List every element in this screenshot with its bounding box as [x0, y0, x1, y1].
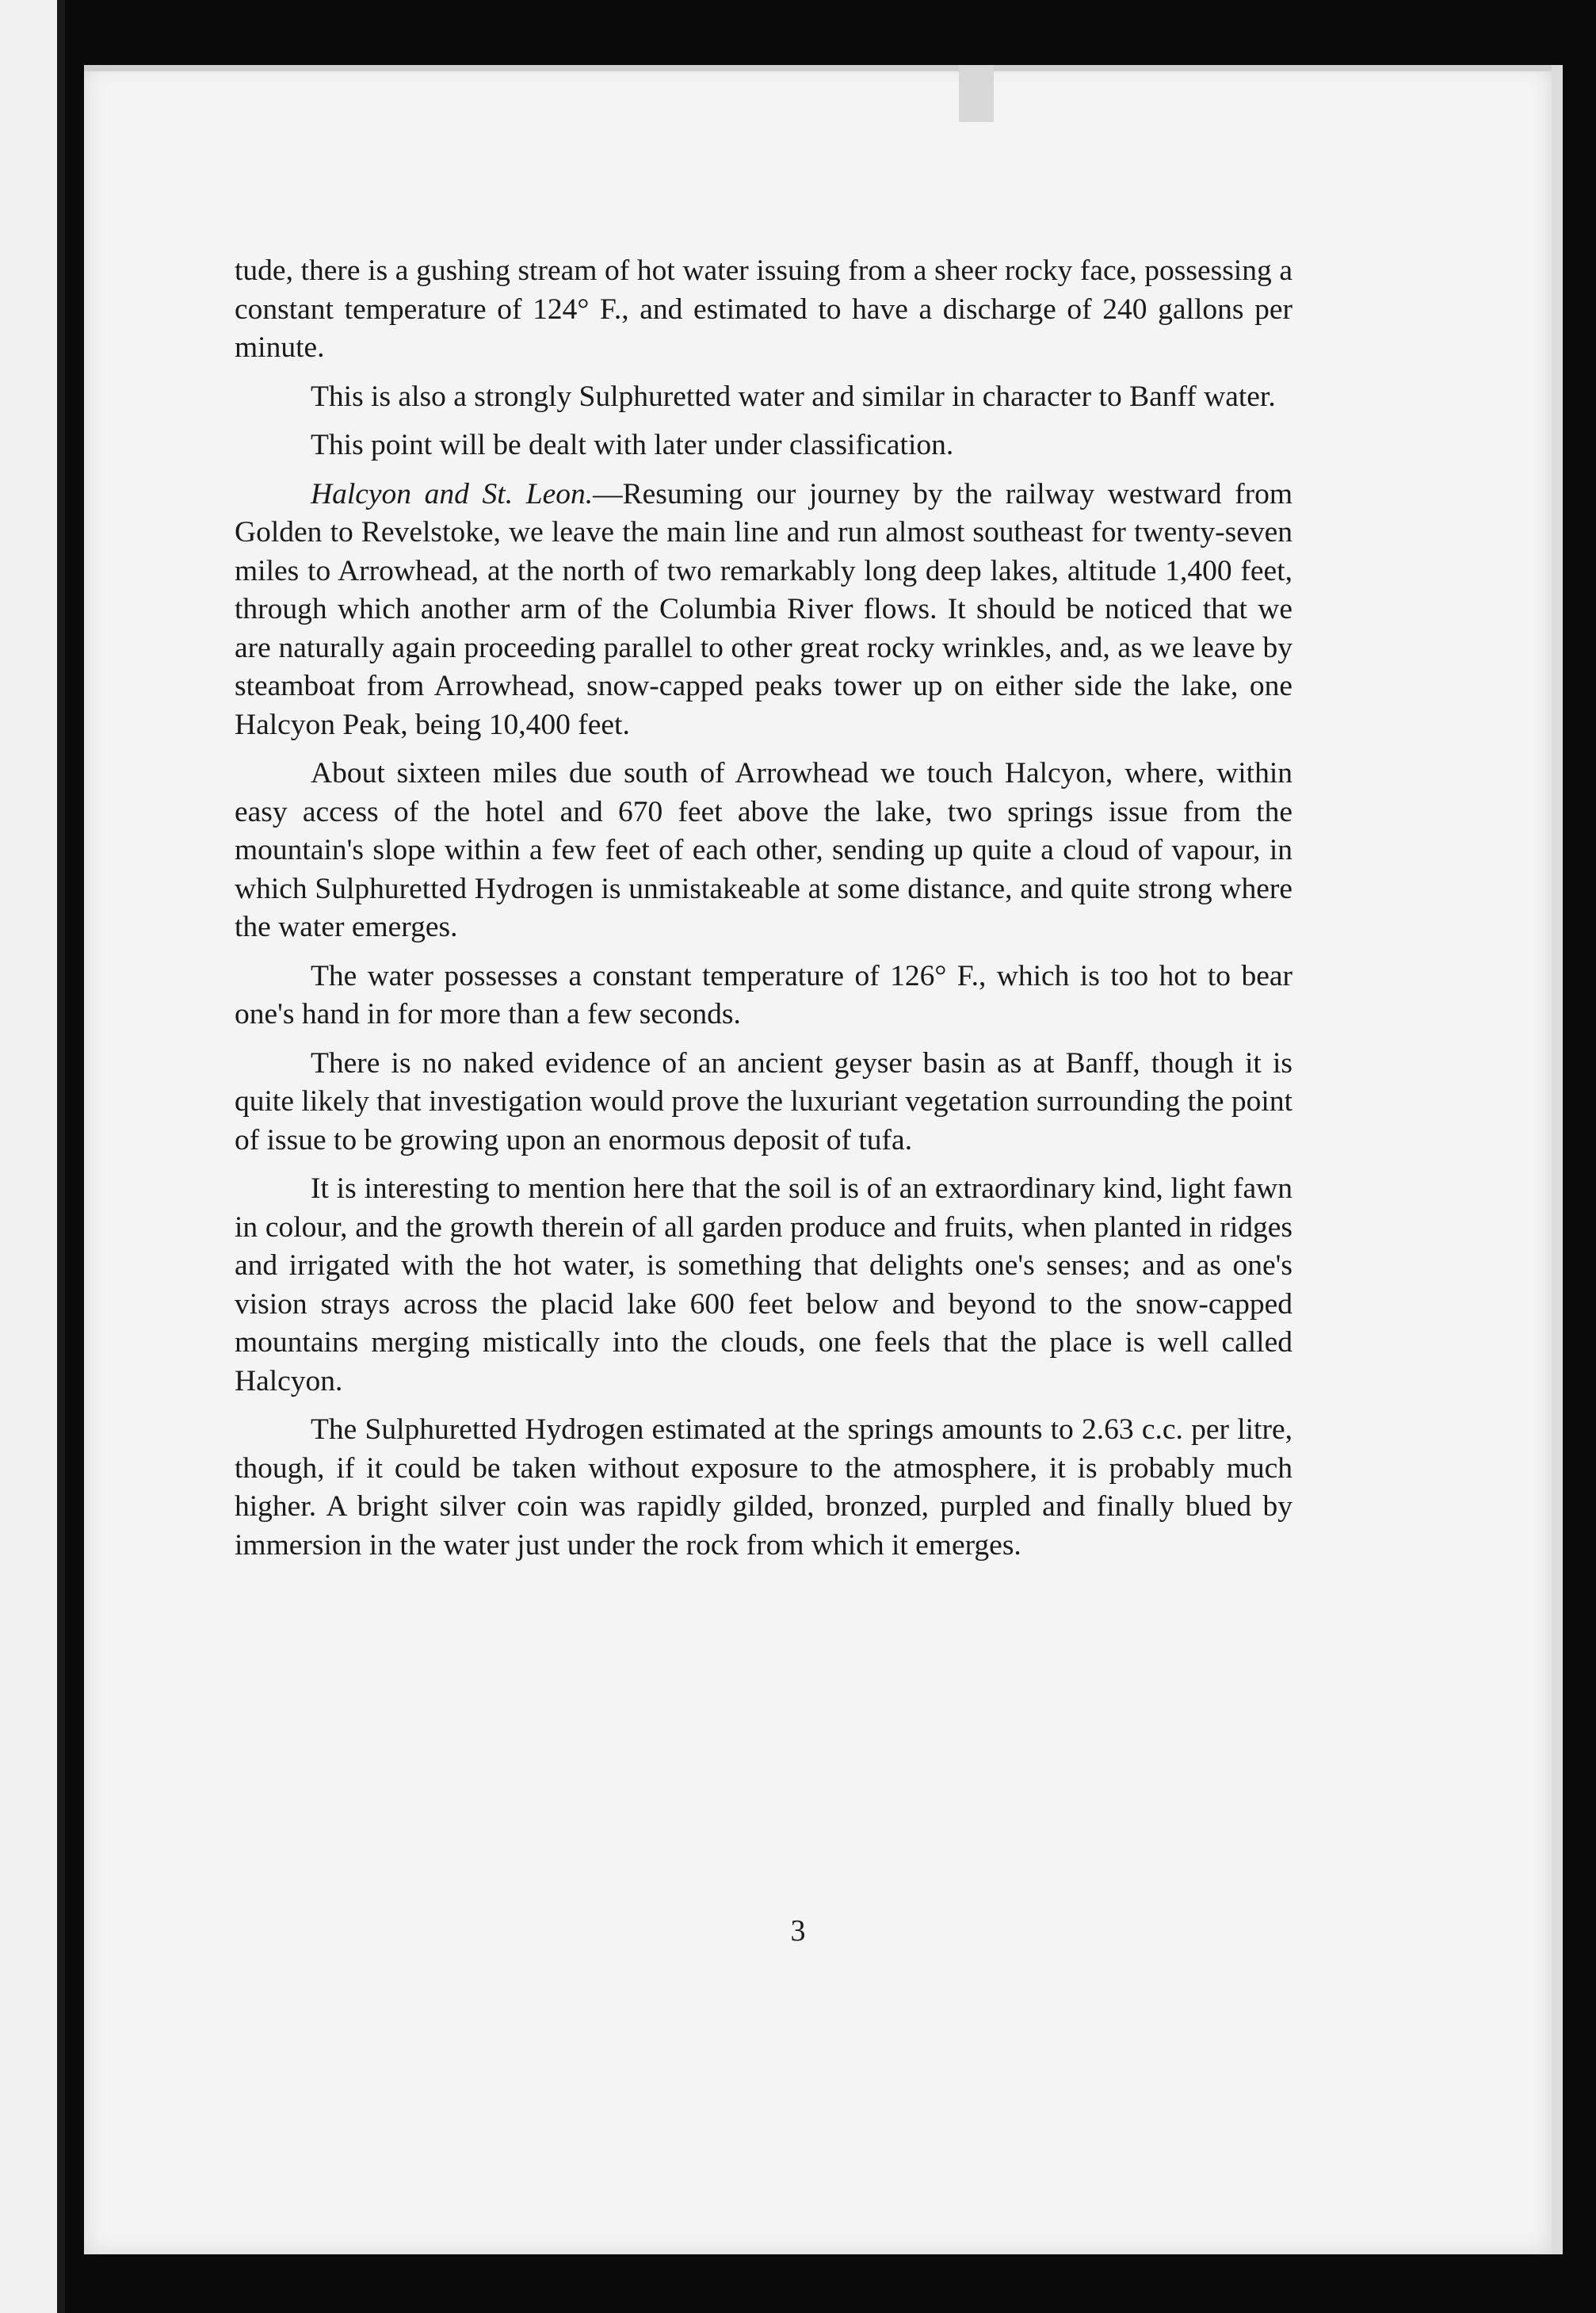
- paragraph-2: This is also a strongly Sulphuretted water and similar in character to Banff water.: [311, 380, 1276, 413]
- paragraph-8: It is interesting to mention here that the soil is of an extraordinary kind, light fawn in colour, and the growth therein of all garden produce and fruits, when planted in ridges and irrigated with the hot water, is something that delights one's senses; and as one's vision strays across the placid lake 600 feet below and beyond to the snow-capped mountains merging mistically into the clouds, one feels that the place is well called Halcyon.: [235, 1172, 1292, 1397]
- page-top-edge: [84, 65, 1552, 71]
- paragraph-1: tude, there is a gushing stream of hot water issuing from a sheer rocky face, possessing a constant temperature of 124° F., and estimated to have a discharge of 240 gallons per minute.: [235, 254, 1292, 364]
- paragraph-9: The Sulphuretted Hydrogen estimated at the springs amounts to 2.63 c.c. per litre, though, if it could be taken without exposure to the atmosphere, it is probably much higher. A bright silver coin was rapidly gilded, bronzed, purpled and finally blued by immersion in the water just under the rock from which it emerges.: [235, 1413, 1292, 1562]
- paragraph-6: The water possesses a constant temperature of 126° F., which is too hot to bear one's hand in for more than a few seconds.: [235, 959, 1292, 1030]
- binding-mark: [959, 65, 994, 122]
- paragraph-3: This point will be dealt with later under classification.: [311, 429, 954, 461]
- paragraph-7: There is no naked evidence of an ancient geyser basin as at Banff, though it is quite likely that investigation would prove the luxuriant vegetation surrounding the point of issue to be growing upon an enormous deposit of tufa.: [235, 1046, 1292, 1156]
- section-heading-halcyon: Halcyon and St. Leon.: [311, 477, 594, 510]
- adjacent-page-edge: [0, 0, 65, 2313]
- halcyon-paragraph-text: —Resuming our journey by the railway westward from Golden to Revelstoke, we leave the main line and run almost southeast for twenty-seven miles to Arrowhead, at the north of two remarkably long deep lakes, altitude 1,400 feet, through which another arm of the Columbia River flows. It should be noticed that we are naturally again proceeding parallel to other great rocky wrinkles, and, as we leave by steamboat from Arrowhead, snow-capped peaks tower up on either side the lake, one Halcyon Peak, being 10,400 feet.: [235, 477, 1292, 741]
- body-text: [235, 252, 1292, 1575]
- paragraph-halcyon: [235, 476, 1292, 745]
- paragraph-5: About sixteen miles due south of Arrowhead we touch Halcyon, where, within easy access of the hotel and 670 feet above the lake, two springs issue from the mountain's slope within a few feet of each other, sending up quite a cloud of vapour, in which Sulphuretted Hydrogen is unmistakeable at some distance, and quite strong where the water emerges.: [235, 757, 1292, 943]
- page-number: 3: [790, 1914, 806, 1948]
